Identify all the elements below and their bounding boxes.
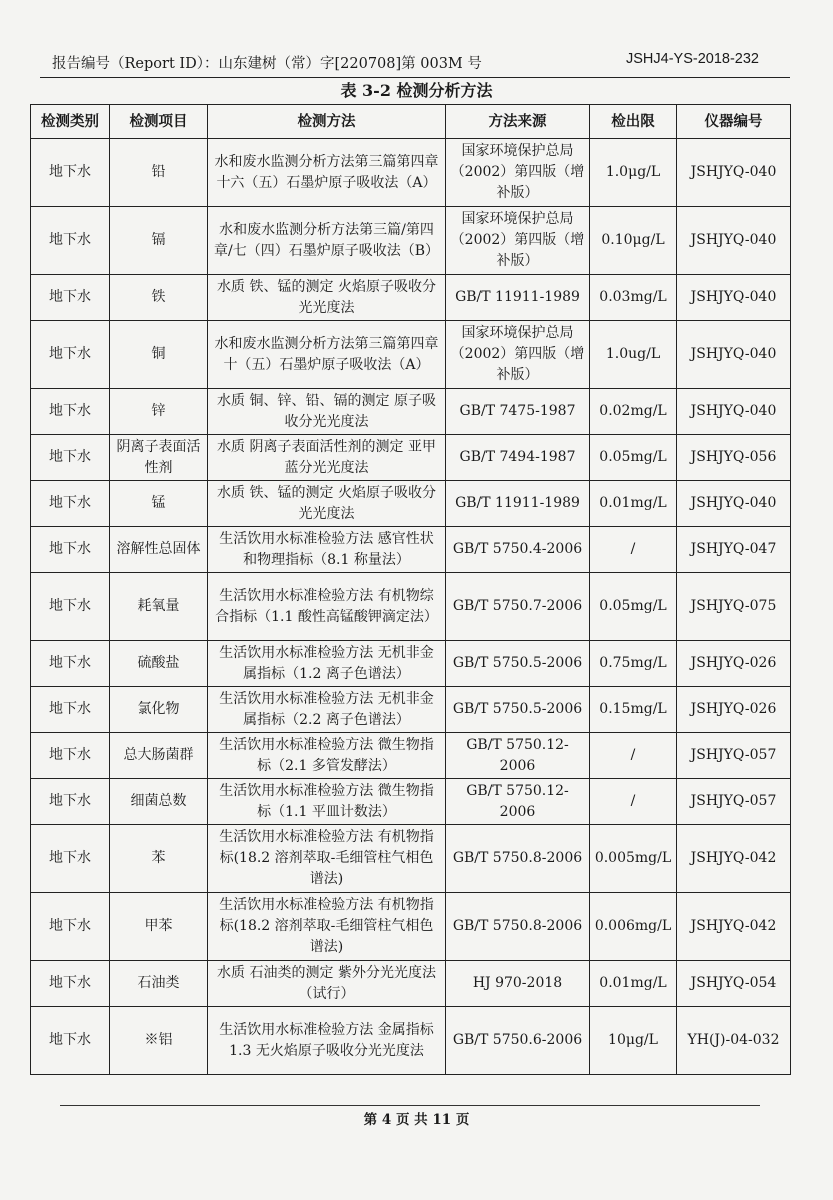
cell-category: 地下水	[31, 687, 110, 733]
cell-category: 地下水	[31, 641, 110, 687]
cell-method: 水质 铜、锌、铅、镉的测定 原子吸收分光光度法	[208, 389, 446, 435]
cell-instrument: JSHJYQ-040	[677, 139, 791, 207]
page-number: 第 4 页 共 11 页	[363, 1112, 470, 1128]
cell-item: 硫酸盐	[110, 641, 208, 687]
cell-item: 石油类	[110, 961, 208, 1007]
cell-instrument: JSHJYQ-040	[677, 275, 791, 321]
cell-category: 地下水	[31, 1007, 110, 1075]
cell-source: GB/T 11911-1989	[446, 275, 590, 321]
cell-method: 生活饮用水标准检验方法 微生物指标（1.1 平皿计数法）	[208, 779, 446, 825]
cell-instrument: JSHJYQ-075	[677, 573, 791, 641]
cell-instrument: JSHJYQ-056	[677, 435, 791, 481]
cell-limit: 0.02mg/L	[590, 389, 677, 435]
cell-instrument: JSHJYQ-026	[677, 641, 791, 687]
cell-limit: /	[590, 527, 677, 573]
analysis-methods-table	[30, 104, 791, 1075]
cell-method: 水和废水监测分析方法第三篇第四章十（五）石墨炉原子吸收法（A）	[208, 321, 446, 389]
cell-method: 生活饮用水标准检验方法 微生物指标（2.1 多管发酵法）	[208, 733, 446, 779]
cell-category: 地下水	[31, 893, 110, 961]
cell-source: 国家环境保护总局（2002）第四版（增补版）	[446, 207, 590, 275]
table-row	[31, 207, 791, 275]
table-row	[31, 641, 791, 687]
cell-limit: 0.75mg/L	[590, 641, 677, 687]
cell-method: 生活饮用水标准检验方法 有机物综合指标（1.1 酸性高锰酸钾滴定法）	[208, 573, 446, 641]
cell-instrument: JSHJYQ-042	[677, 825, 791, 893]
cell-item: 总大肠菌群	[110, 733, 208, 779]
cell-item: 耗氧量	[110, 573, 208, 641]
cell-method: 水质 铁、锰的测定 火焰原子吸收分光光度法	[208, 275, 446, 321]
cell-source: GB/T 5750.8-2006	[446, 893, 590, 961]
cell-limit: 0.005mg/L	[590, 825, 677, 893]
cell-method: 生活饮用水标准检验方法 感官性状和物理指标（8.1 称量法）	[208, 527, 446, 573]
cell-instrument: JSHJYQ-040	[677, 321, 791, 389]
cell-instrument: JSHJYQ-040	[677, 481, 791, 527]
cell-category: 地下水	[31, 573, 110, 641]
cell-source: GB/T 5750.5-2006	[446, 641, 590, 687]
cell-category: 地下水	[31, 481, 110, 527]
cell-source: HJ 970-2018	[446, 961, 590, 1007]
column-header-item: 检测项目	[110, 105, 208, 139]
column-header-method: 检测方法	[208, 105, 446, 139]
cell-instrument: JSHJYQ-047	[677, 527, 791, 573]
cell-limit: 10μg/L	[590, 1007, 677, 1075]
cell-method: 生活饮用水标准检验方法 有机物指标(18.2 溶剂萃取-毛细管柱气相色谱法)	[208, 825, 446, 893]
table-title: 表 3-2 检测分析方法	[340, 81, 493, 100]
cell-instrument: JSHJYQ-042	[677, 893, 791, 961]
table-row	[31, 139, 791, 207]
cell-item: 甲苯	[110, 893, 208, 961]
table-row	[31, 435, 791, 481]
cell-limit: /	[590, 779, 677, 825]
column-header-instrument: 仪器编号	[677, 105, 791, 139]
cell-source: GB/T 5750.8-2006	[446, 825, 590, 893]
table-row	[31, 481, 791, 527]
cell-source: 国家环境保护总局（2002）第四版（增补版）	[446, 139, 590, 207]
column-header-category: 检测类别	[31, 105, 110, 139]
cell-source: GB/T 5750.6-2006	[446, 1007, 590, 1075]
table-row	[31, 275, 791, 321]
cell-method: 生活饮用水标准检验方法 无机非金属指标（2.2 离子色谱法）	[208, 687, 446, 733]
cell-source: 国家环境保护总局（2002）第四版（增补版）	[446, 321, 590, 389]
table-header-row	[31, 105, 791, 139]
cell-limit: 0.10μg/L	[590, 207, 677, 275]
cell-item: 铅	[110, 139, 208, 207]
cell-instrument: JSHJYQ-026	[677, 687, 791, 733]
table-row	[31, 961, 791, 1007]
table-row	[31, 893, 791, 961]
cell-limit: 0.15mg/L	[590, 687, 677, 733]
cell-item: 铜	[110, 321, 208, 389]
cell-source: GB/T 5750.4-2006	[446, 527, 590, 573]
document-code: JSHJ4-YS-2018-232	[626, 51, 759, 67]
cell-category: 地下水	[31, 779, 110, 825]
cell-method: 水和废水监测分析方法第三篇/第四章/七（四）石墨炉原子吸收法（B）	[208, 207, 446, 275]
cell-method: 生活饮用水标准检验方法 有机物指标(18.2 溶剂萃取-毛细管柱气相色谱法)	[208, 893, 446, 961]
cell-limit: 1.0μg/L	[590, 139, 677, 207]
cell-item: 溶解性总固体	[110, 527, 208, 573]
table-row	[31, 321, 791, 389]
table-row	[31, 825, 791, 893]
cell-limit: 0.05mg/L	[590, 573, 677, 641]
cell-method: 生活饮用水标准检验方法 无机非金属指标（1.2 离子色谱法）	[208, 641, 446, 687]
cell-item: 镉	[110, 207, 208, 275]
cell-source: GB/T 5750.12-2006	[446, 733, 590, 779]
cell-item: 阴离子表面活性剂	[110, 435, 208, 481]
cell-method: 水和废水监测分析方法第三篇第四章十六（五）石墨炉原子吸收法（A）	[208, 139, 446, 207]
column-header-source: 方法来源	[446, 105, 590, 139]
table-row	[31, 573, 791, 641]
cell-item: 苯	[110, 825, 208, 893]
cell-category: 地下水	[31, 139, 110, 207]
cell-limit: 0.05mg/L	[590, 435, 677, 481]
cell-source: GB/T 7475-1987	[446, 389, 590, 435]
cell-item: 氯化物	[110, 687, 208, 733]
cell-limit: 0.01mg/L	[590, 481, 677, 527]
cell-category: 地下水	[31, 961, 110, 1007]
table-row	[31, 389, 791, 435]
footer-divider	[60, 1105, 760, 1106]
cell-method: 水质 阴离子表面活性剂的测定 亚甲蓝分光光度法	[208, 435, 446, 481]
cell-instrument: JSHJYQ-040	[677, 389, 791, 435]
cell-source: GB/T 5750.5-2006	[446, 687, 590, 733]
cell-source: GB/T 5750.7-2006	[446, 573, 590, 641]
cell-item: 细菌总数	[110, 779, 208, 825]
table-row	[31, 733, 791, 779]
cell-method: 生活饮用水标准检验方法 金属指标 1.3 无火焰原子吸收分光光度法	[208, 1007, 446, 1075]
cell-limit: 1.0ug/L	[590, 321, 677, 389]
column-header-limit: 检出限	[590, 105, 677, 139]
cell-instrument: JSHJYQ-057	[677, 779, 791, 825]
cell-item: 锰	[110, 481, 208, 527]
cell-category: 地下水	[31, 275, 110, 321]
cell-source: GB/T 11911-1989	[446, 481, 590, 527]
cell-instrument: JSHJYQ-054	[677, 961, 791, 1007]
cell-instrument: JSHJYQ-040	[677, 207, 791, 275]
table-row	[31, 779, 791, 825]
cell-source: GB/T 7494-1987	[446, 435, 590, 481]
cell-source: GB/T 5750.12-2006	[446, 779, 590, 825]
cell-method: 水质 铁、锰的测定 火焰原子吸收分光光度法	[208, 481, 446, 527]
cell-limit: /	[590, 733, 677, 779]
table-row	[31, 687, 791, 733]
cell-limit: 0.006mg/L	[590, 893, 677, 961]
cell-category: 地下水	[31, 389, 110, 435]
cell-instrument: JSHJYQ-057	[677, 733, 791, 779]
cell-category: 地下水	[31, 733, 110, 779]
cell-limit: 0.03mg/L	[590, 275, 677, 321]
table-row	[31, 527, 791, 573]
cell-method: 水质 石油类的测定 紫外分光光度法（试行）	[208, 961, 446, 1007]
cell-category: 地下水	[31, 527, 110, 573]
cell-category: 地下水	[31, 321, 110, 389]
cell-category: 地下水	[31, 435, 110, 481]
cell-instrument: YH(J)-04-032	[677, 1007, 791, 1075]
cell-item: ※铝	[110, 1007, 208, 1075]
cell-category: 地下水	[31, 207, 110, 275]
cell-limit: 0.01mg/L	[590, 961, 677, 1007]
cell-item: 铁	[110, 275, 208, 321]
cell-item: 锌	[110, 389, 208, 435]
cell-category: 地下水	[31, 825, 110, 893]
table-row	[31, 1007, 791, 1075]
report-id: 报告编号（Report ID）：山东建树（常）字[220708]第 003M 号	[52, 56, 482, 72]
